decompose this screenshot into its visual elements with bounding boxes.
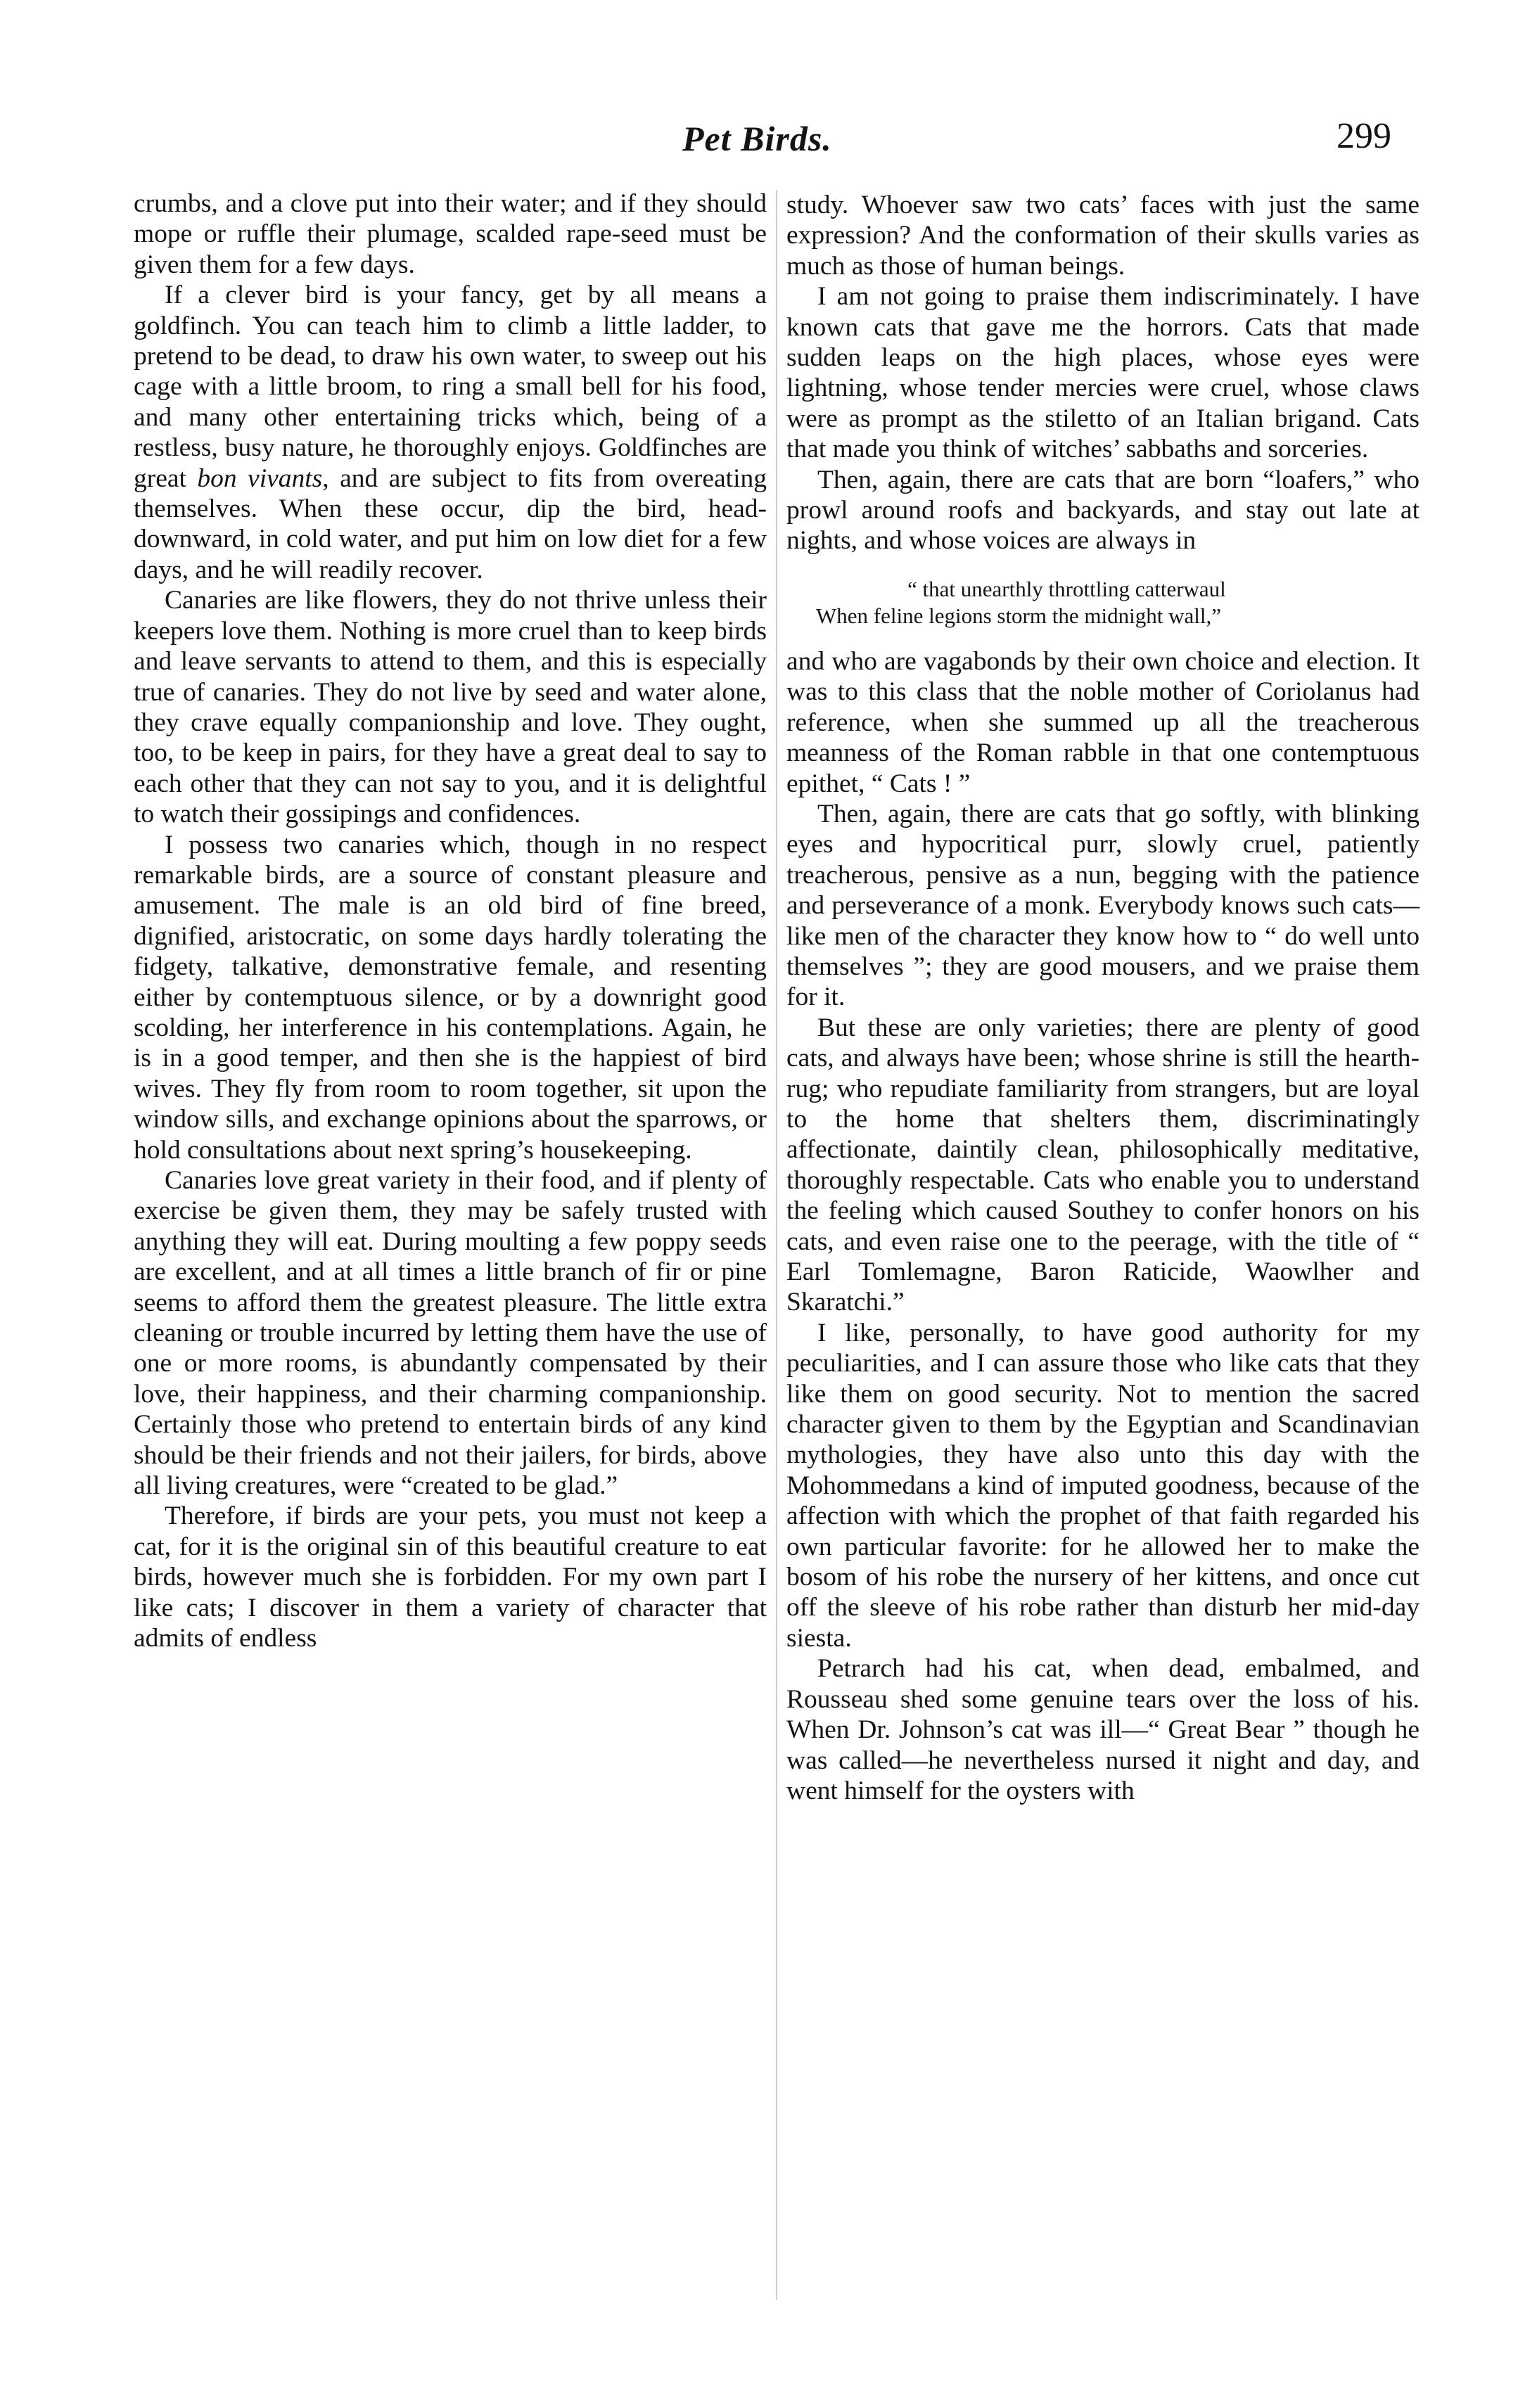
paragraph: and who are vagabonds by their own choice and election. It was to this class that the noble mother of Coriolanus had reference, when she summed up all the treacherous meanness of the Roman rabble in that one contemptuous epithet, “ Cats ! ”: [786, 646, 1420, 798]
right-column: [786, 190, 1420, 1806]
paragraph: Canaries are like flowers, they do not thrive unless their keepers love them. Nothing is more cruel than to keep birds and leave servants to attend to them, and this is especially true of canaries. They do not live by seed and water alone, they crave equally companionship and love. They ought, too, to be keep in pairs, for they have a great deal to say to each other that they can not say to you, and it is delightful to watch their gossipings and confidences.: [134, 586, 767, 829]
paragraph-text: , and are subject to fits from overeating themselves. When these occur, dip the bird, head-downward, in cold water, and put him on low diet for a few days, and he will readily recover.: [134, 463, 767, 584]
quote-line: “ that unearthly throttling catterwaul: [907, 576, 1226, 601]
paragraph: I possess two canaries which, though in no respect remarkable birds, are a source of constant pleasure and amusement. The male is an old bird of fine breed, dignified, aristocratic, on some days hardly tolerating the fidgety, talkative, demonstrative female, and resenting either by contemptuous silence, or by a downright good scolding, her interference in his contemplations. Again, he is in a good temper, and then she is the happiest of bird wives. They fly from room to room together, sit upon the window sills, and exchange opinions about the sparrows, or hold consultations about next spring’s housekeeping.: [134, 830, 767, 1165]
paragraph: crumbs, and a clove put into their water; and if they should mope or ruffle their plumage, scalded rape-seed must be given them for a few days.: [134, 189, 767, 279]
paragraph-text: If a clever bird is your fancy, get by all means a goldfinch. You can teach him to climb a little ladder, to pretend to be dead, to draw his own water, to sweep out his cage with a little broom, to ring a small bell for his food, and many other entertaining tricks which, being of a restless, busy nature, he thoroughly enjoys. Goldfinches are great: [134, 281, 767, 493]
left-column: [134, 188, 767, 1654]
quote-line: When feline legions storm the midnight wall,”: [816, 603, 1221, 628]
column-rule: [776, 190, 777, 2300]
verse-quote: [786, 576, 1420, 629]
italic-phrase: bon vivants: [197, 463, 323, 493]
paragraph: study. Whoever saw two cats’ faces with just the same expression? And the conformation of their skulls varies as much as those of human beings.: [786, 191, 1420, 281]
paragraph: But these are only varieties; there are plenty of good cats, and always have been; whose shrine is still the hearth-rug; who repudiate familiarity from strangers, but are loyal to the home that shelters them, discriminatingly affectionate, daintily clean, philosophically meditative, thoroughly respectable. Cats who enable you to understand the feeling which caused Southey to confer honors on his cats, and even raise one to the peerage, with the title of “ Earl Tomlemagne, Baron Raticide, Waowlher and Skaratchi.”: [786, 1013, 1420, 1317]
paragraph: I am not going to praise them indiscriminately. I have known cats that gave me the horrors. Cats that made sudden leaps on the high places, whose eyes were lightning, whose tender mercies were cruel, whose claws were as prompt as the stiletto of an Italian brigand. Cats that made you think of witches’ sabbaths and sorceries.: [786, 282, 1420, 464]
paragraph: Then, again, there are cats that go softly, with blinking eyes and hypocritical purr, slowly cruel, patiently treacherous, pensive as a nun, begging with the patience and perseverance of a monk. Everybody knows such cats—like men of the character they know how to “ do well unto themselves ”; they are good mousers, and we praise them for it.: [786, 799, 1420, 1012]
page-number: 299: [1337, 116, 1391, 156]
paragraph: Therefore, if birds are your pets, you must not keep a cat, for it is the original sin of this beautiful creature to eat birds, however much she is forbidden. For my own part I like cats; I discover in them a variety of character that admits of endless: [134, 1501, 767, 1653]
running-title: Pet Birds.: [682, 119, 832, 158]
paragraph: Then, again, there are cats that are born “loafers,” who prowl around roofs and backyards, and stay out late at nights, and whose voices are always in: [786, 465, 1420, 556]
paragraph: I like, personally, to have good authority for my peculiarities, and I can assure those who like cats that they like them on good security. Not to mention the sacred character given to them by the Egyptian and Scandinavian mythologies, they have also unto this day with the Mohommedans a kind of imputed goodness, because of the affection with which the prophet of that faith regarded his own particular favorite: for he allowed her to make the bosom of his robe the nursery of her kittens, and once cut off the sleeve of his robe rather than disturb her mid-day siesta.: [786, 1318, 1420, 1653]
paragraph: Canaries love great variety in their food, and if plenty of exercise be given them, they may be safely trusted with anything they will eat. During moulting a few poppy seeds are excellent, and at all times a little branch of fir or pine seems to afford them the greatest pleasure. The little extra cleaning or trouble incurred by letting them have the use of one or more rooms, is abundantly compensated by their love, their happiness, and their charming companionship. Certainly those who pretend to entertain birds of any kind should be their friends and not their jailers, for birds, above all living creatures, were “created to be glad.”: [134, 1166, 767, 1501]
paragraph: [134, 280, 767, 585]
paragraph: Petrarch had his cat, when dead, embalmed, and Rousseau shed some genuine tears over the loss of his. When Dr. Johnson’s cat was ill—“ Great Bear ” though he was called—he nevertheless nursed it night and day, and went himself for the oysters with: [786, 1654, 1420, 1805]
running-head: [0, 118, 1518, 174]
